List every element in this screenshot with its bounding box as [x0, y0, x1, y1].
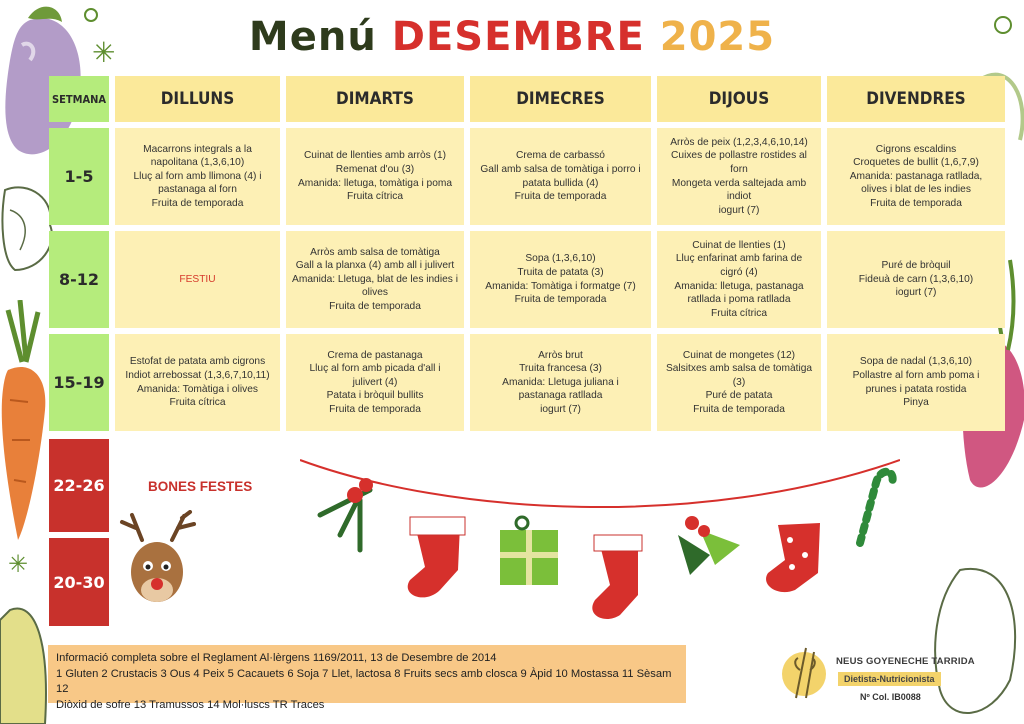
page-title: [0, 14, 1024, 60]
college-number: Nº Col. IB0088: [860, 692, 921, 702]
week-label: 22-26: [49, 439, 109, 532]
menu-cell: Estofat de patata amb cigrons Indiot arrebossat (1,3,6,7,10,11) Amanida: Tomàtiga i olives Fruita cítrica: [115, 334, 280, 431]
stocking-icon: [766, 523, 820, 592]
menu-cell: Cuinat de llenties amb arròs (1) Remenat d'ou (3) Amanida: lletuga, tomàtiga i poma Fruita cítrica: [286, 128, 464, 225]
allergen-info-line: Informació completa sobre el Reglament Al·lèrgens 1169/2011, 13 de Desembre de 2014: [56, 652, 497, 664]
wheat-logo-icon: [776, 640, 832, 700]
title-word-year: 2025: [659, 14, 776, 60]
week-label: 15-19: [49, 334, 109, 431]
header-day-tuesday: DIMARTS: [286, 76, 464, 122]
holiday-message: BONES FESTES: [148, 479, 253, 494]
star-icon: ✳: [92, 37, 116, 68]
leaf-deco: [930, 560, 1024, 724]
header-day-monday: DILLUNS: [115, 76, 280, 122]
stocking-icon: [592, 535, 642, 619]
menu-cell: Cuinat de mongetes (12) Salsitxes amb salsa de tomàtiga (3) Puré de patata Fruita de temporada: [657, 334, 821, 431]
garland-icon: [300, 455, 900, 625]
allergen-info: [48, 645, 686, 711]
candy-cane-icon: [860, 472, 893, 543]
header-setmana: SETMANA: [49, 76, 109, 122]
menu-cell: Cuinat de llenties (1) Lluç enfarinat amb farina de cigró (4) Amanida: lletuga, pastanaga ratllada i poma ratllada Fruita cítrica: [657, 231, 821, 328]
week-label: 1-5: [49, 128, 109, 225]
corn-icon: [0, 600, 50, 724]
header-day-thursday: DIJOUS: [657, 76, 821, 122]
gift-icon: [500, 517, 558, 585]
reindeer-icon: [112, 510, 202, 620]
menu-cell: Puré de bròquil Fideuà de carn (1,3,6,10) iogurt (7): [827, 231, 1005, 328]
menu-cell: Crema de pastanaga Lluç al forn amb picada d'all i julivert (4) Patata i bròquil bullits Fruita de temporada: [286, 334, 464, 431]
allergen-info-line: Diòxid de sofre 13 Tramussos 14 Mol·luscs TR Traces: [56, 698, 325, 711]
menu-cell: Sopa de nadal (1,3,6,10) Pollastre al forn amb poma i prunes i patata rostida Pinya: [827, 334, 1005, 431]
menu-cell: Arròs brut Truita francesa (3) Amanida: Lletuga juliana i pastanaga ratllada iogurt (7): [470, 334, 651, 431]
title-word-month: DESEMBRE: [391, 14, 645, 60]
week-label: 20-30: [49, 538, 109, 626]
menu-cell: Sopa (1,3,6,10) Truita de patata (3) Amanida: Tomàtiga i formatge (7) Fruita de temporada: [470, 231, 651, 328]
menu-cell: Macarrons integrals a la napolitana (1,3,6,10) Lluç al forn amb llimona (4) i pastanaga al forn Fruita de temporada: [115, 128, 280, 225]
menu-cell-festiu: FESTIU: [115, 231, 280, 328]
holly-icon: [320, 478, 373, 550]
header-day-friday: DIVENDRES: [827, 76, 1005, 122]
star-icon: ✳: [8, 551, 29, 578]
title-word-menu: Menú: [248, 14, 377, 60]
menu-cell: Crema de carbassó Gall amb salsa de tomàtiga i porro i patata bullida (4) Fruita de temporada: [470, 128, 651, 225]
header-day-wednesday: DIMECRES: [470, 76, 651, 122]
menu-cell: Cigrons escaldins Croquetes de bullit (1,6,7,9) Amanida: pastanaga ratllada, olives i blat de les indies Fruita de temporada: [827, 128, 1005, 225]
stocking-icon: [408, 517, 465, 597]
carrot-icon: [0, 300, 50, 550]
menu-cell: Arròs amb salsa de tomàtiga Gall a la planxa (4) amb all i julivert Amanida: Lletuga, blat de les indies i olives Fruita de temporada: [286, 231, 464, 328]
nutritionist-role: Dietista-Nutricionista: [838, 672, 941, 686]
menu-cell: Arròs de peix (1,2,3,4,6,10,14) Cuixes de pollastre rostides al forn Mongeta verda saltejada amb indiot iogurt (7): [657, 128, 821, 225]
nutritionist-name: NEUS GOYENECHE TARRIDA: [836, 656, 975, 667]
allergen-info-line: 1 Gluten 2 Crustacis 3 Ous 4 Peix 5 Cacauets 6 Soja 7 Llet, lactosa 8 Fruits secs amb closca 9 Àpid 10 Mostassa 11 Sèsam 12: [56, 667, 672, 695]
holly-icon: [678, 516, 740, 575]
week-label: 8-12: [49, 231, 109, 328]
